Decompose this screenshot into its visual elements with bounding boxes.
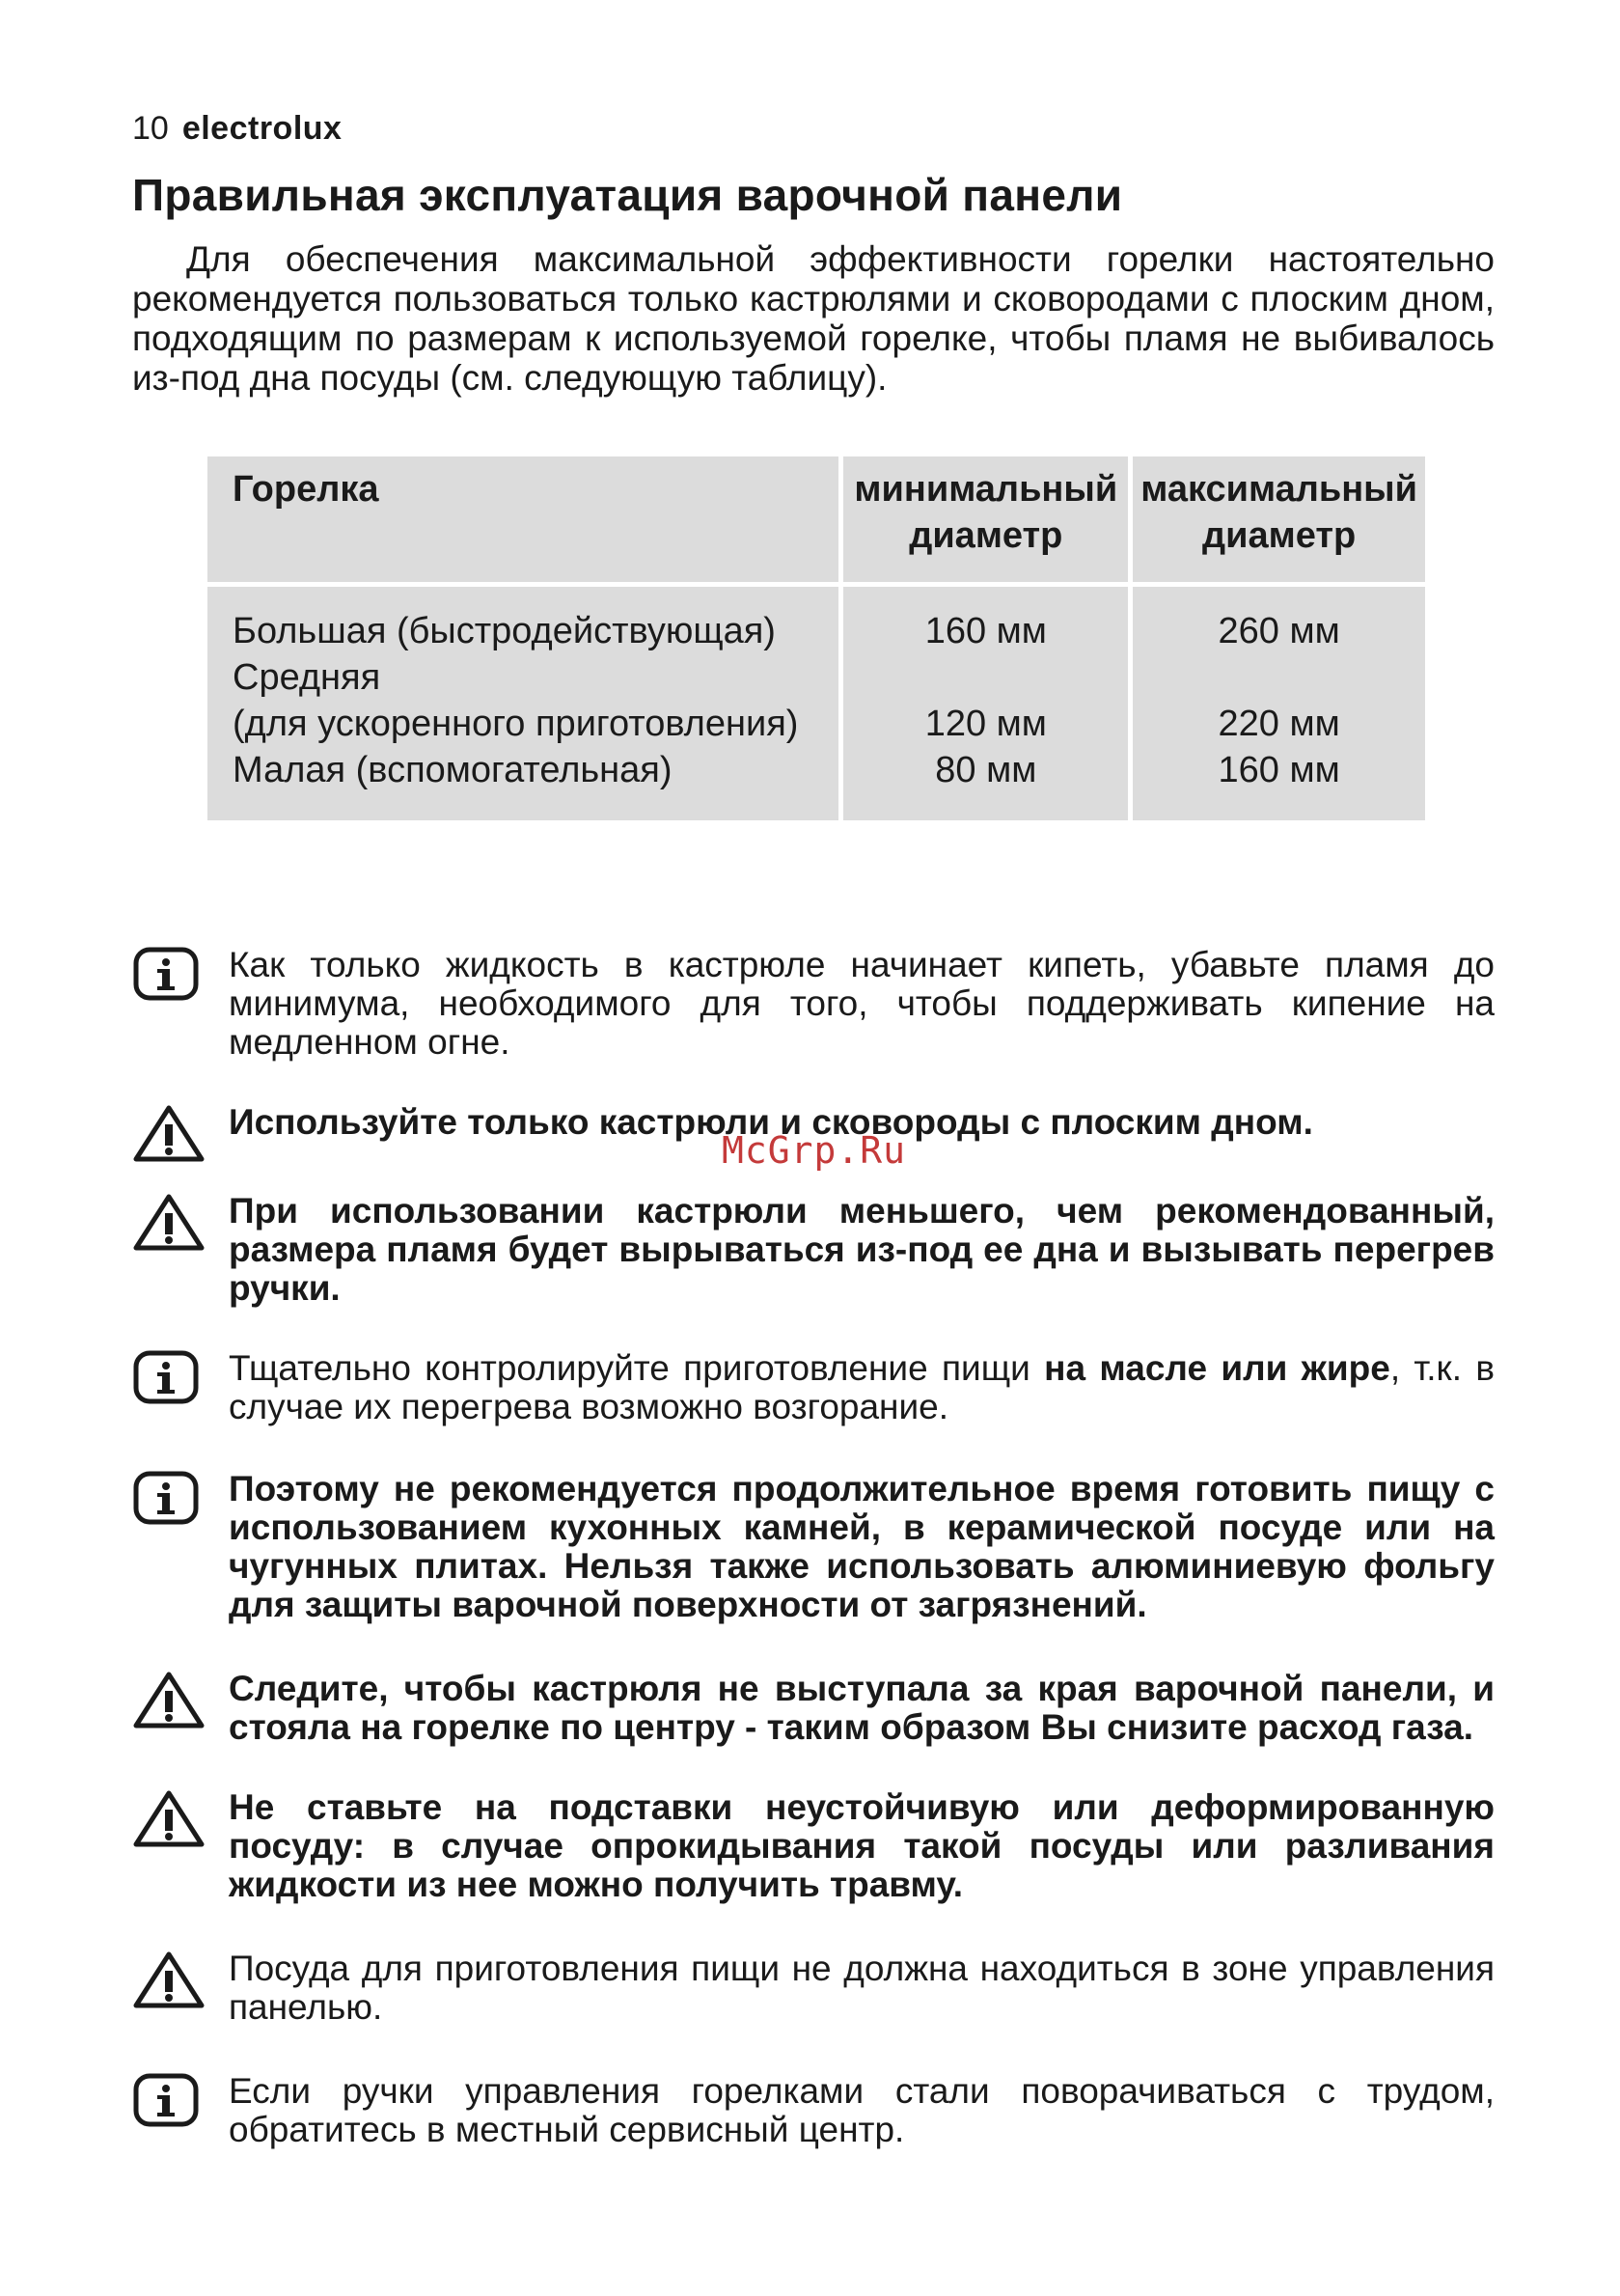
note-boil xyxy=(132,946,1495,1062)
note-cookware xyxy=(132,1470,1495,1624)
note-oil-fat xyxy=(132,1349,1495,1426)
table-row xyxy=(206,585,1428,823)
note-text: Следите, чтобы кастрюля не выступала за края варочной панели, и стояла на горелке по центру - таким образом Вы снизите расход газа. xyxy=(229,1669,1495,1747)
min-large: 160 мм xyxy=(924,611,1047,651)
note-service xyxy=(132,2072,1495,2149)
warning-icon xyxy=(132,1950,229,2027)
min-diameter-cell xyxy=(841,585,1131,823)
note-text: Поэтому не рекомендуется продолжительное время готовить пищу с использованием кухонных камней, в керамической посуде или на чугунных плитах. Нельзя также использовать алюминиевую фольгу для защиты варочной поверхности от загрязнений. xyxy=(229,1469,1495,1624)
note-text: При использовании кастрюли меньшего, чем рекомендованный, размера пламя будет вырываться из-под ее дна и вызывать перегрев ручки. xyxy=(229,1191,1495,1308)
max-large: 260 мм xyxy=(1218,611,1340,651)
page-number: 10 xyxy=(132,110,169,147)
max-small: 160 мм xyxy=(1218,750,1340,790)
max-medium: 220 мм xyxy=(1218,704,1340,744)
brand-logo: electrolux xyxy=(181,110,343,147)
burner-small: Малая (вспомогательная) xyxy=(233,750,673,790)
header-min-diameter: минимальный диаметр xyxy=(841,455,1131,585)
max-diameter-cell xyxy=(1131,585,1428,823)
burner-medium: Средняя xyxy=(233,657,381,698)
note-text: Тщательно контролируйте приготовление пищи на масле или жире, т.к. в случае их перегрева возможно возгорание. xyxy=(229,1348,1495,1426)
header-max-diameter: максимальный диаметр xyxy=(1131,455,1428,585)
warning-icon xyxy=(132,1192,229,1308)
page-header xyxy=(132,110,342,148)
page-title: Правильная эксплуатация варочной панели xyxy=(132,170,1123,220)
min-small: 80 мм xyxy=(935,750,1037,790)
info-icon xyxy=(132,2072,229,2149)
note-center-pot xyxy=(132,1670,1495,1747)
note-text: Если ручки управления горелками стали поворачиваться с трудом, обратитесь в местный сервисный центр. xyxy=(229,2071,1495,2149)
warning-icon xyxy=(132,1670,229,1747)
note-text: Используйте только кастрюли и сковороды с плоским дном. xyxy=(229,1102,1313,1142)
header-burner: Горелка xyxy=(206,455,841,585)
burner-names-cell xyxy=(206,585,841,823)
burner-medium-note: (для ускоренного приготовления) xyxy=(233,704,799,744)
note-text: Не ставьте на подставки неустойчивую или деформированную посуду: в случае опрокидывания такой посуды или разливания жидкости из нее можно получить травму. xyxy=(229,1787,1495,1904)
min-medium: 120 мм xyxy=(924,704,1047,744)
info-icon xyxy=(132,946,229,1062)
intro-paragraph: Для обеспечения максимальной эффективности горелки настоятельно рекомендуется пользоваться только кастрюлями и сковородами с плоским дном, подходящим по размерам к используемой горелке, чтобы пламя не выбивалось из-под дна посуды (см. следующую таблицу). xyxy=(132,239,1495,398)
info-icon xyxy=(132,1470,229,1624)
note-text: Как только жидкость в кастрюле начинает кипеть, убавьте пламя до минимума, необходимого для того, чтобы поддерживать кипение на медленном огне. xyxy=(229,945,1495,1062)
warning-icon xyxy=(132,1103,229,1163)
min-blank xyxy=(851,654,1120,701)
warning-icon xyxy=(132,1788,229,1904)
note-unstable xyxy=(132,1788,1495,1904)
table-header-row xyxy=(206,455,1428,585)
watermark: McGrp.Ru xyxy=(722,1129,907,1172)
info-icon xyxy=(132,1349,229,1426)
note-text: Посуда для приготовления пищи не должна находиться в зоне управления панелью. xyxy=(229,1949,1495,2027)
burner-large: Большая (быстродействующая) xyxy=(233,611,776,651)
note-small-pot xyxy=(132,1192,1495,1308)
burner-diameter-table xyxy=(203,452,1430,825)
max-blank xyxy=(1140,654,1417,701)
note-control-zone xyxy=(132,1950,1495,2027)
